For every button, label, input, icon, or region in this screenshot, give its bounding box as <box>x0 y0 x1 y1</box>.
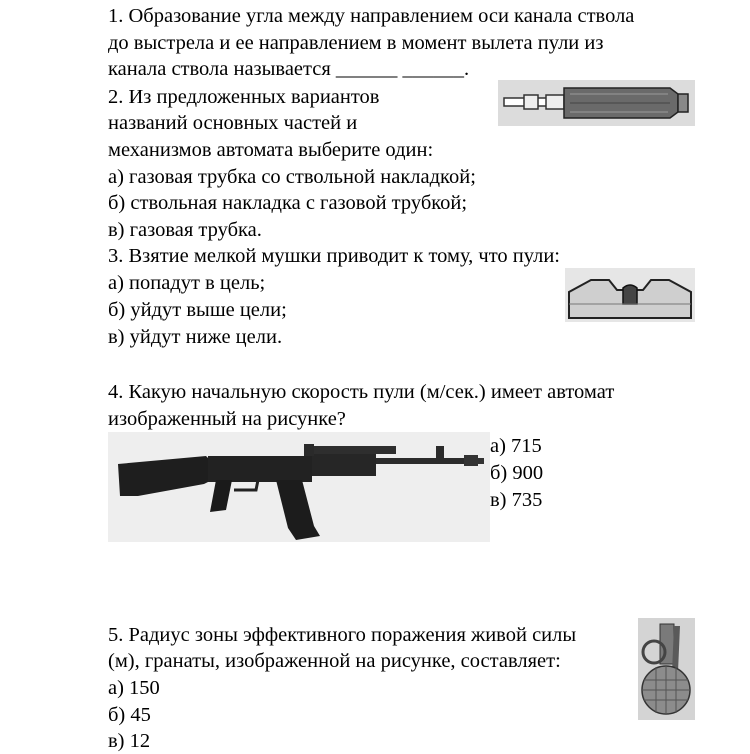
q5-line-2: (м), гранаты, изображенной на рисунке, составляет: <box>108 650 561 672</box>
q4-line-2: изображенный на рисунке? <box>108 408 346 430</box>
q5-option-a: а) 150 <box>108 677 160 699</box>
q4-option-c: в) 735 <box>490 489 543 511</box>
gas-tube-figure <box>498 80 695 126</box>
q2-option-a: а) газовая трубка со ствольной накладкой; <box>108 166 476 188</box>
q4-option-b: б) 900 <box>490 462 544 484</box>
q1-line-1: 1. Образование угла между направлением оси канала ствола <box>108 5 635 27</box>
q4-line-1: 4. Какую начальную скорость пули (м/сек.) имеет автомат <box>108 381 615 403</box>
grenade-figure <box>638 618 695 720</box>
q4-option-a: а) 715 <box>490 435 542 457</box>
rifle-figure <box>108 432 490 542</box>
q5-option-c: в) 12 <box>108 730 151 752</box>
q3-option-b: б) уйдут выше цели; <box>108 299 287 321</box>
q2-line-2: названий основных частей и <box>108 112 358 134</box>
q1-line-3: канала ствола называется ______ ______. <box>108 58 470 80</box>
q5-option-b: б) 45 <box>108 704 151 726</box>
sight-figure <box>565 268 695 322</box>
q2-line-1: 2. Из предложенных вариантов <box>108 86 380 108</box>
q2-option-b: б) ствольная накладка с газовой трубкой; <box>108 192 468 214</box>
q1-line-2: до выстрела и ее направлением в момент вылета пули из <box>108 32 604 54</box>
q3-question: 3. Взятие мелкой мушки приводит к тому, что пули: <box>108 245 561 267</box>
q5-line-1: 5. Радиус зоны эффективного поражения живой силы <box>108 624 577 646</box>
q3-option-a: а) попадут в цель; <box>108 272 266 294</box>
q2-line-3: механизмов автомата выберите один: <box>108 139 434 161</box>
q3-option-c: в) уйдут ниже цели. <box>108 326 283 348</box>
q2-option-c: в) газовая трубка. <box>108 219 262 241</box>
